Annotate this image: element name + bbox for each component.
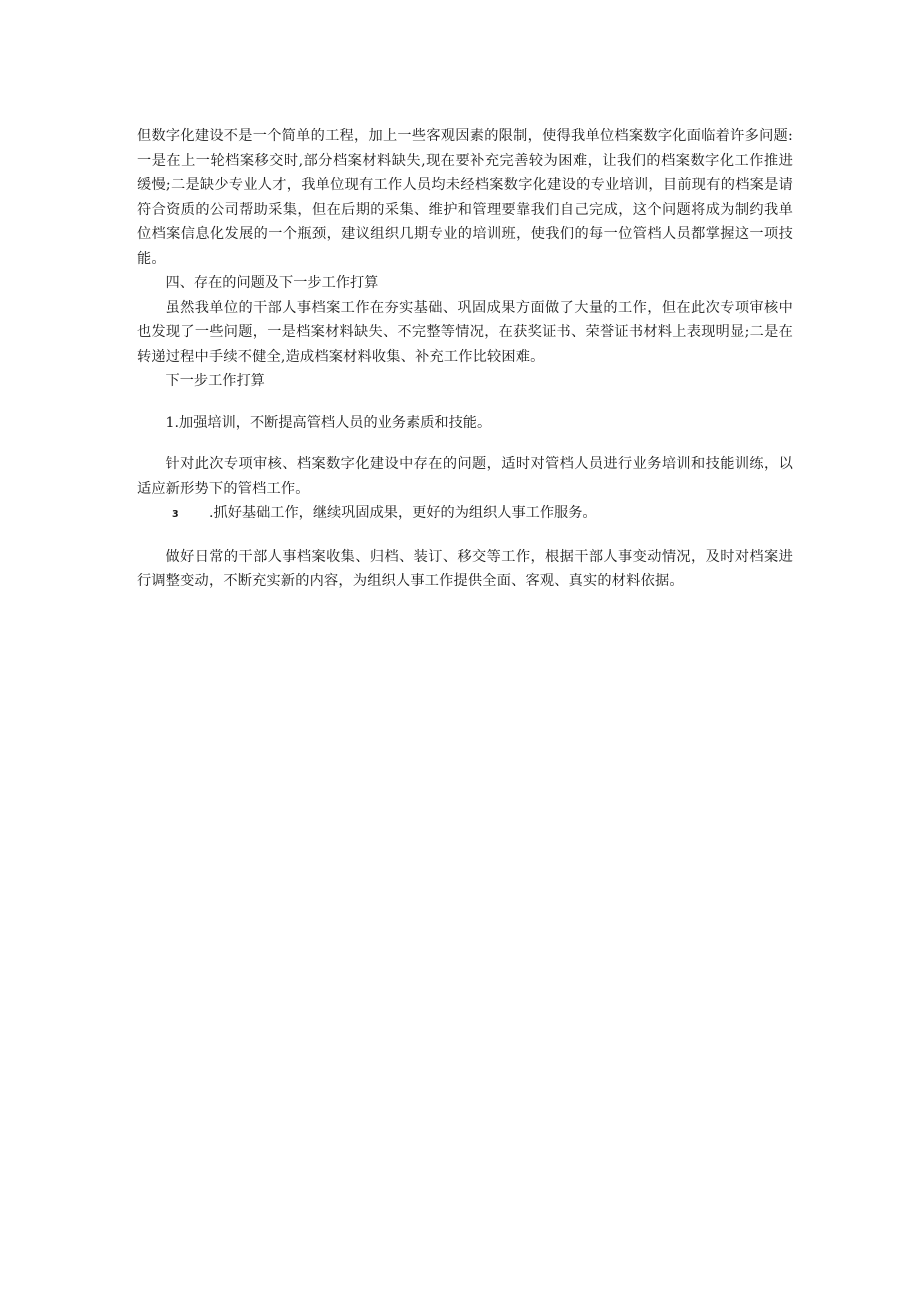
paragraph-issues-found: 虽然我单位的干部人事档案工作在夯实基础、巩固成果方面做了大量的工作，但在此次专项审核中也发现了一些问题，一是档案材料缺失、不完整等情况，在获奖证书、荣誉证书材料上表现明显;二是在转递过程中手续不健全,造成档案材料收集、补充工作比较困难。 [137,299,793,365]
paragraph-daily-work: 做好日常的干部人事档案收集、归档、装订、移交等工作，根据干部人事变动情况，及时对档案进行调整变动，不断充实新的内容，为组织人事工作提供全面、客观、真实的材料依据。 [137,548,793,589]
document-body [137,124,793,594]
section-heading-problems-and-plans: 四、存在的问题及下一步工作打算 [165,275,379,291]
paragraph-training-detail: 针对此次专项审核、档案数字化建设中存在的问题，适时对管档人员进行业务培训和技能训练，以适应新形势下的管档工作。 [137,456,793,497]
list-item-basic-work [137,501,793,528]
list-item-number: 3 [172,509,179,520]
subheading-next-steps: 下一步工作打算 [165,373,265,389]
list-item-training: 1.加强培训，不断提高管档人员的业务素质和技能。 [165,414,492,431]
list-item-text: .抓好基础工作，继续巩固成果，更好的为组织人事工作服务。 [209,505,597,521]
paragraph-digitization-problems: 但数字化建设不是一个简单的工程，加上一些客观因素的限制，使得我单位档案数字化面临着许多问题:一是在上一轮档案移交时,部分档案材料缺失,现在要补充完善较为困难，让我们的档案数字化工作推进缓慢;二是缺少专业人才，我单位现有工作人员均未经档案数字化建设的专业培训，目前现有的档案是请符合资质的公司帮助采集，但在后期的采集、维护和管理要靠我们自己完成，这个问题将成为制约我单位档案信息化发展的一个瓶颈，建议组织几期专业的培训班，使我们的每一位管档人员都掌握这一项技能。 [137,128,793,267]
